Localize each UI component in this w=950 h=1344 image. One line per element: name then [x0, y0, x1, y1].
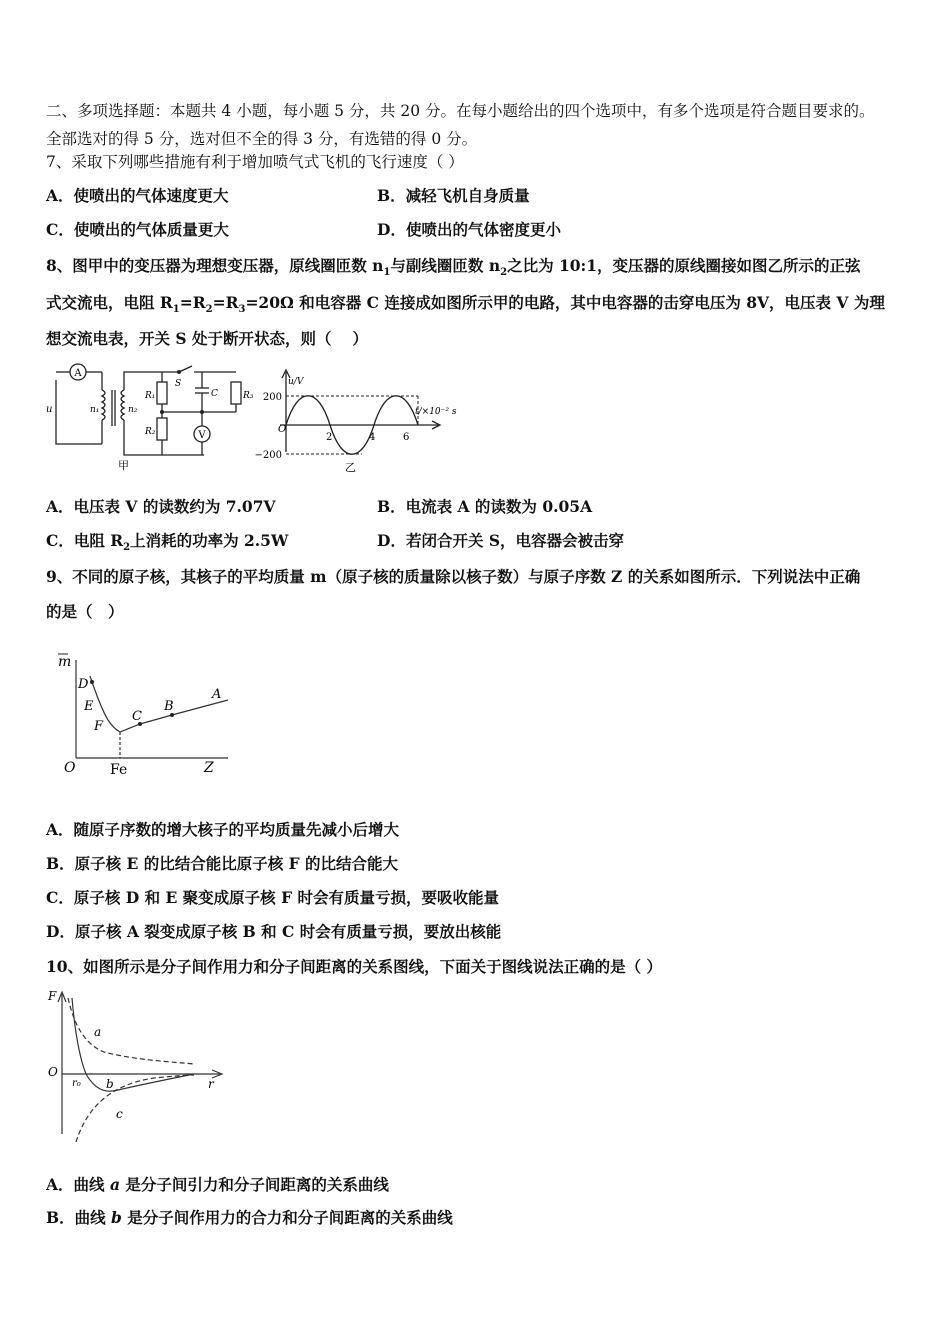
- primary-wire-left: [56, 380, 94, 444]
- u-axis-label: u/V: [288, 377, 304, 387]
- q10-option-b: B．曲线 b 是分子间作用力的合力和分子间距离的关系曲线: [46, 1208, 453, 1227]
- origin-label: O: [64, 760, 76, 776]
- r2-label: R₂: [145, 427, 156, 437]
- curve-a: [68, 998, 194, 1064]
- q9-stem-line2: 的是（ ）: [46, 602, 124, 621]
- ammeter-label: A: [74, 368, 82, 379]
- c-label: C: [211, 389, 218, 399]
- q8-option-d: D．若闭合开关 S，电容器会被击穿: [377, 531, 625, 550]
- q7-option-d: D．使喷出的气体密度更小: [377, 220, 561, 239]
- source-label: u: [46, 404, 53, 415]
- q8-option-b: B．电流表 A 的读数为 0.05A: [377, 497, 593, 516]
- n1-label: n₁: [90, 405, 100, 415]
- t-axis-label: t/×10⁻² s: [415, 407, 457, 417]
- resistor-r1: [157, 382, 167, 404]
- q8-stem-line2: 式交流电，电阻 $R_1=R_2=R_3=20\Omega$ 和电容器 C 连接成如图所示甲的电路，其中电容器的击穿电压为 8V，电压表 V 为理: [46, 293, 885, 316]
- primary-coil: [102, 390, 105, 420]
- m-axis-label: m: [58, 654, 72, 670]
- section-title-line2: 全部选对的得 5 分，选对但不全的得 3 分，有选错的得 0 分。: [46, 130, 478, 148]
- curve-b: [72, 998, 194, 1091]
- q9-option-a: A．随原子序数的增大核子的平均质量先减小后增大: [46, 820, 400, 839]
- switch-s: [179, 366, 192, 372]
- tick-neg-200: −200: [254, 450, 282, 461]
- r-axis-label: r: [208, 1077, 214, 1091]
- section-title-line1: 二、多项选择题：本题共 4 小题，每小题 5 分，共 20 分。在每小题给出的四个选项中，有多个选项是符合题目要求的。: [46, 102, 875, 120]
- fe-label: Fe: [110, 762, 128, 778]
- q8-option-c: C．电阻 $R_2$上消耗的功率为 2.5W: [46, 531, 289, 554]
- tick-t2: 2: [326, 432, 333, 443]
- figure-yi-label: 乙: [345, 461, 356, 474]
- z-axis-label: Z: [204, 760, 214, 776]
- point-e-label: E: [84, 699, 94, 714]
- q7-option-c: C．使喷出的气体质量更大: [46, 220, 229, 239]
- q9-option-c: C．原子核 D 和 E 聚变成原子核 F 时会有质量亏损，要吸收能量: [46, 888, 499, 907]
- q9-binding-figure: [50, 648, 240, 778]
- q7-option-a: A．使喷出的气体速度更大: [46, 186, 229, 205]
- s-label: S: [175, 379, 182, 389]
- q8-stem-line1: 8、图甲中的变压器为理想变压器，原线圈匝数 $n_1$与副线圈匝数 $n_2$之比为 10:1，变压器的原线圈接如图乙所示的正弦: [46, 256, 861, 279]
- q8-stem-line3: 想交流电表，开关 S 处于断开状态，则（ ）: [46, 329, 368, 348]
- curve-c-label: c: [116, 1107, 123, 1121]
- point-a-label: A: [212, 687, 222, 702]
- r3-label: R₃: [243, 391, 254, 401]
- origin-label: O: [278, 424, 287, 435]
- point-d-label: D: [78, 677, 89, 692]
- tick-t6: 6: [403, 432, 410, 443]
- q10-force-figure: [44, 984, 234, 1144]
- q7-stem: 7、采取下列哪些措施有利于增加喷气式飞机的飞行速度（ ）: [46, 153, 464, 171]
- resistor-r2: [157, 418, 167, 440]
- tick-t4: 4: [369, 432, 376, 443]
- point-f-label: F: [94, 719, 104, 734]
- r0-label: r₀: [72, 1078, 81, 1089]
- q8-option-a: A．电压表 V 的读数约为 7.07V: [46, 497, 276, 516]
- r1-label: R₁: [145, 391, 156, 401]
- secondary-coil: [121, 390, 124, 420]
- curve-c: [76, 1075, 194, 1142]
- q8-circuit-figure: [44, 360, 264, 472]
- curve-b-label: b: [106, 1077, 114, 1091]
- mass-curve: [90, 676, 228, 732]
- q7-option-b: B．减轻飞机自身质量: [377, 186, 530, 205]
- origin-label: O: [48, 1065, 58, 1079]
- point-b-label: B: [164, 699, 174, 714]
- resistor-r3: [231, 382, 241, 404]
- tick-200: 200: [262, 392, 282, 403]
- q8-waveform-figure: [252, 362, 472, 474]
- voltmeter-label: V: [198, 430, 206, 441]
- q9-option-b: B．原子核 E 的比结合能比原子核 F 的比结合能大: [46, 854, 399, 873]
- q9-stem-line1: 9、不同的原子核，其核子的平均质量 m（原子核的质量除以核子数）与原子序数 Z 的关系如图所示．下列说法中正确: [46, 567, 861, 586]
- point-c-label: C: [132, 709, 142, 724]
- curve-a-label: a: [94, 1025, 102, 1039]
- q9-option-d: D．原子核 A 裂变成原子核 B 和 C 时会有质量亏损，要放出核能: [46, 922, 502, 941]
- q10-option-a: A．曲线 a 是分子间引力和分子间距离的关系曲线: [46, 1175, 389, 1194]
- n2-label: n₂: [128, 405, 138, 415]
- figure-jia-label: 甲: [118, 459, 129, 472]
- f-axis-label: F: [48, 989, 57, 1003]
- q10-stem: 10、如图所示是分子间作用力和分子间距离的关系图线，下面关于图线说法正确的是（ ）: [46, 957, 662, 976]
